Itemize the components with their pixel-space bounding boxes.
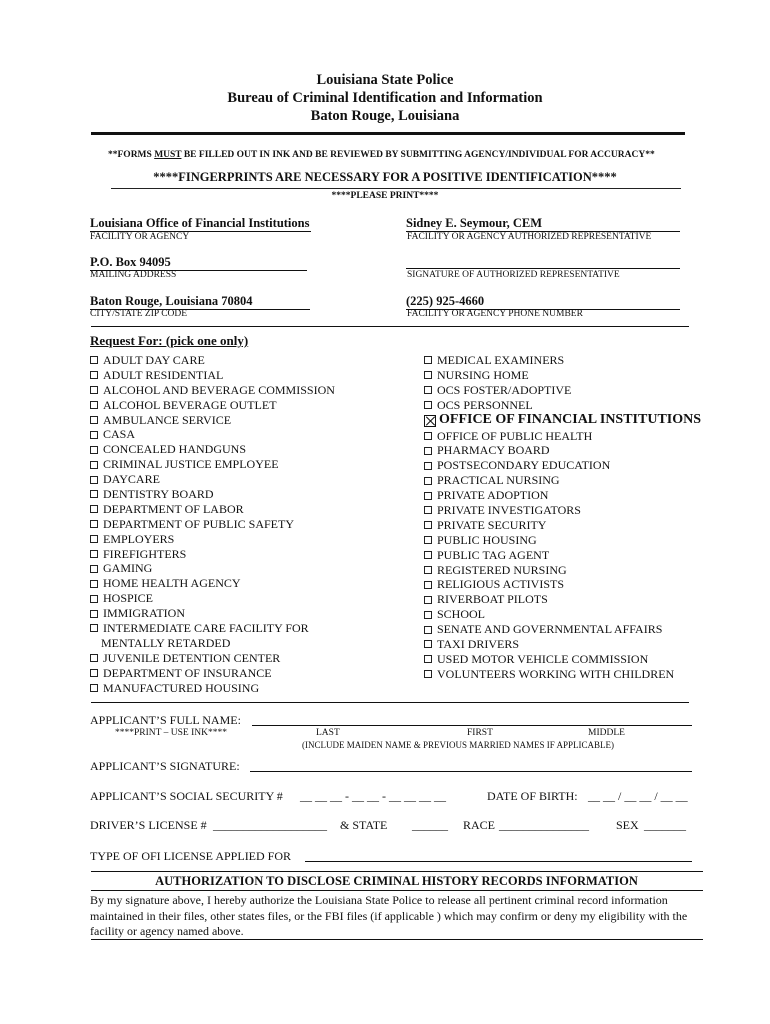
state-input[interactable]: ______ <box>412 818 448 832</box>
checkbox-icon[interactable] <box>424 596 432 604</box>
option-adult-residential[interactable]: ADULT RESIDENTIAL <box>90 368 335 383</box>
checkbox-icon[interactable] <box>90 431 98 439</box>
option-criminal-justice-employee[interactable]: CRIMINAL JUSTICE EMPLOYEE <box>90 457 335 472</box>
option-intermediate-care-facility[interactable]: INTERMEDIATE CARE FACILITY FOR <box>90 621 335 636</box>
options-left-column <box>90 353 335 695</box>
checkbox-icon[interactable] <box>424 447 432 455</box>
applicant-signature-input[interactable] <box>250 771 692 772</box>
checkbox-icon[interactable] <box>424 477 432 485</box>
checkbox-icon[interactable] <box>90 356 98 364</box>
option-manufactured-housing[interactable]: MANUFACTURED HOUSING <box>90 681 335 696</box>
middle-name-caption: MIDDLE <box>588 728 625 738</box>
option-senate-governmental-affairs[interactable]: SENATE AND GOVERNMENTAL AFFAIRS <box>424 622 701 637</box>
option-taxi-drivers[interactable]: TAXI DRIVERS <box>424 637 701 652</box>
option-used-motor-vehicle-commission[interactable]: USED MOTOR VEHICLE COMMISSION <box>424 652 701 667</box>
city-state-zip-value[interactable]: Baton Rouge, Louisiana 70804 <box>90 294 310 310</box>
checked-checkbox-icon[interactable] <box>424 415 436 427</box>
checkbox-icon[interactable] <box>424 432 432 440</box>
mailing-address-value[interactable]: P.O. Box 94095 <box>90 255 307 271</box>
option-alcohol-beverage-outlet[interactable]: ALCOHOL BEVERAGE OUTLET <box>90 398 335 413</box>
option-religious-activists[interactable]: RELIGIOUS ACTIVISTS <box>424 577 701 592</box>
checkbox-icon[interactable] <box>424 536 432 544</box>
checkbox-icon[interactable] <box>90 371 98 379</box>
option-immigration[interactable]: IMMIGRATION <box>90 606 335 621</box>
option-practical-nursing[interactable]: PRACTICAL NURSING <box>424 473 701 488</box>
checkbox-icon[interactable] <box>424 670 432 678</box>
checkbox-icon[interactable] <box>90 535 98 543</box>
option-department-of-labor[interactable]: DEPARTMENT OF LABOR <box>90 502 335 517</box>
authorization-body: By my signature above, I hereby authorize the Louisiana State Police to release all pertinent criminal record information maintained in their files, other states files, or the FBI files (if applicable ) which may confirm or deny my eligibility with the facility or agency named above. <box>90 893 688 938</box>
checkbox-icon[interactable] <box>90 490 98 498</box>
drivers-license-label: DRIVER’S LICENSE # <box>90 818 207 832</box>
option-alcohol-beverage-commission[interactable]: ALCOHOL AND BEVERAGE COMMISSION <box>90 383 335 398</box>
please-print-note: ****PLEASE PRINT**** <box>331 191 439 201</box>
option-intermediate-care-continuation: MENTALLY RETARDED <box>101 635 231 650</box>
checkbox-icon[interactable] <box>90 654 98 662</box>
option-home-health-agency[interactable]: HOME HEALTH AGENCY <box>90 576 335 591</box>
option-medical-examiners[interactable]: MEDICAL EXAMINERS <box>424 353 701 368</box>
checkbox-icon[interactable] <box>424 386 432 394</box>
authorization-title: AUTHORIZATION TO DISCLOSE CRIMINAL HISTORY RECORDS INFORMATION <box>155 874 638 888</box>
ssn-input[interactable]: __ __ __ - __ __ - __ __ __ __ <box>300 789 446 803</box>
checkbox-icon[interactable] <box>424 506 432 514</box>
option-ocs-personnel[interactable]: OCS PERSONNEL <box>424 398 701 413</box>
ofi-license-input[interactable] <box>305 861 692 862</box>
representative-label: FACILITY OR AGENCY AUTHORIZED REPRESENTATIVE <box>407 232 652 242</box>
option-public-tag-agent[interactable]: PUBLIC TAG AGENT <box>424 548 701 563</box>
checkbox-icon[interactable] <box>424 611 432 619</box>
checkbox-icon[interactable] <box>90 624 98 632</box>
authorization-bottom-rule <box>91 939 703 940</box>
option-ambulance-service[interactable]: AMBULANCE SERVICE <box>90 413 335 428</box>
checkbox-icon[interactable] <box>90 684 98 692</box>
representative-value[interactable]: Sidney E. Seymour, CEM <box>406 216 680 232</box>
checkbox-icon[interactable] <box>90 401 98 409</box>
option-firefighters[interactable]: FIREFIGHTERS <box>90 547 335 562</box>
checkbox-icon[interactable] <box>424 521 432 529</box>
phone-label: FACILITY OR AGENCY PHONE NUMBER <box>407 309 583 319</box>
last-name-caption: LAST <box>316 728 340 738</box>
full-name-label: APPLICANT’S FULL NAME: <box>90 713 241 727</box>
option-office-of-public-health[interactable]: OFFICE OF PUBLIC HEALTH <box>424 429 701 444</box>
facility-label: FACILITY OR AGENCY <box>90 232 190 242</box>
option-hospice[interactable]: HOSPICE <box>90 591 335 606</box>
option-casa[interactable]: CASA <box>90 427 335 442</box>
checkbox-icon[interactable] <box>424 356 432 364</box>
dob-label: DATE OF BIRTH: <box>487 789 578 803</box>
option-dentistry-board[interactable]: DENTISTRY BOARD <box>90 487 335 502</box>
checkbox-icon[interactable] <box>424 626 432 634</box>
header-title: Louisiana State Police <box>316 72 454 88</box>
applicant-signature-label: APPLICANT’S SIGNATURE: <box>90 759 240 773</box>
and-state-label: & STATE <box>340 818 388 832</box>
checkbox-icon[interactable] <box>424 401 432 409</box>
option-adult-day-care[interactable]: ADULT DAY CARE <box>90 353 335 368</box>
mailing-address-label: MAILING ADDRESS <box>90 270 177 280</box>
drivers-license-input[interactable]: ___________________ <box>213 818 327 832</box>
checkbox-icon[interactable] <box>90 580 98 588</box>
facility-value[interactable]: Louisiana Office of Financial Institutions <box>90 216 310 230</box>
option-private-adoption[interactable]: PRIVATE ADOPTION <box>424 488 701 503</box>
checkbox-icon[interactable] <box>424 566 432 574</box>
representative-signature-label: SIGNATURE OF AUTHORIZED REPRESENTATIVE <box>407 270 620 280</box>
option-office-of-financial-institutions[interactable]: OFFICE OF FINANCIAL INSTITUTIONS <box>424 413 701 429</box>
checkbox-icon[interactable] <box>90 386 98 394</box>
dob-input[interactable]: __ __ / __ __ / __ __ <box>588 789 688 803</box>
options-right-column <box>424 353 701 682</box>
option-riverboat-pilots[interactable]: RIVERBOAT PILOTS <box>424 592 701 607</box>
sex-label: SEX <box>616 818 639 832</box>
ofi-license-label: TYPE OF OFI LICENSE APPLIED FOR <box>90 849 292 863</box>
option-concealed-handguns[interactable]: CONCEALED HANDGUNS <box>90 442 335 457</box>
option-school[interactable]: SCHOOL <box>424 607 701 622</box>
checkbox-icon[interactable] <box>90 461 98 469</box>
option-department-of-public-safety[interactable]: DEPARTMENT OF PUBLIC SAFETY <box>90 517 335 532</box>
phone-value[interactable]: (225) 925-4660 <box>406 294 680 310</box>
option-nursing-home[interactable]: NURSING HOME <box>424 368 701 383</box>
header-bureau: Bureau of Criminal Identification and Information <box>227 90 543 106</box>
option-volunteers-working-with-children[interactable]: VOLUNTEERS WORKING WITH CHILDREN <box>424 667 701 682</box>
race-input[interactable]: ____ <box>499 818 523 832</box>
race-label: RACE <box>463 818 496 832</box>
checkbox-icon[interactable] <box>424 371 432 379</box>
option-gaming[interactable]: GAMING <box>90 561 335 576</box>
checkbox-icon[interactable] <box>90 565 98 573</box>
option-private-security[interactable]: PRIVATE SECURITY <box>424 518 701 533</box>
option-department-of-insurance[interactable]: DEPARTMENT OF INSURANCE <box>90 666 335 681</box>
checkbox-icon[interactable] <box>424 655 432 663</box>
fingerprints-divider <box>111 188 681 189</box>
options-divider <box>91 702 689 703</box>
checkbox-icon[interactable] <box>90 595 98 603</box>
checkbox-icon[interactable] <box>90 669 98 677</box>
option-public-housing[interactable]: PUBLIC HOUSING <box>424 533 701 548</box>
city-state-zip-label: CITY/STATE ZIP CODE <box>90 309 188 319</box>
authorization-title-rule <box>91 890 703 891</box>
checkbox-icon[interactable] <box>90 416 98 424</box>
checkbox-icon[interactable] <box>424 581 432 589</box>
authorization-top-rule <box>91 871 703 872</box>
checkbox-icon[interactable] <box>90 446 98 454</box>
request-heading: Request For: (pick one only) <box>90 333 249 348</box>
option-daycare[interactable]: DAYCARE <box>90 472 335 487</box>
maiden-name-note: (INCLUDE MAIDEN NAME & PREVIOUS MARRIED NAMES IF APPLICABLE) <box>302 740 615 750</box>
header-location: Baton Rouge, Louisiana <box>310 108 460 124</box>
representative-signature-line[interactable] <box>406 268 680 269</box>
ssn-label: APPLICANT’S SOCIAL SECURITY # <box>90 789 283 803</box>
checkbox-icon[interactable] <box>424 462 432 470</box>
ink-notice: **FORMS MUST BE FILLED OUT IN INK AND BE REVIEWED BY SUBMITTING AGENCY/INDIVIDUAL FOR ACCURACY** <box>108 150 655 160</box>
option-registered-nursing[interactable]: REGISTERED NURSING <box>424 563 701 578</box>
first-name-caption: FIRST <box>467 728 493 738</box>
print-ink-note: ****PRINT – USE INK**** <box>115 728 227 738</box>
option-private-investigators[interactable]: PRIVATE INVESTIGATORS <box>424 503 701 518</box>
checkbox-icon[interactable] <box>90 520 98 528</box>
full-name-input[interactable] <box>252 725 692 726</box>
checkbox-icon[interactable] <box>424 551 432 559</box>
race-input-extension[interactable]: ___________ <box>523 818 589 832</box>
checkbox-icon[interactable] <box>90 505 98 513</box>
option-juvenile-detention-center[interactable]: JUVENILE DETENTION CENTER <box>90 651 335 666</box>
fingerprints-notice: ****FINGERPRINTS ARE NECESSARY FOR A POSITIVE IDENTIFICATION**** <box>153 170 617 184</box>
checkbox-icon[interactable] <box>90 550 98 558</box>
option-pharmacy-board[interactable]: PHARMACY BOARD <box>424 443 701 458</box>
checkbox-icon[interactable] <box>424 640 432 648</box>
agency-divider <box>91 326 689 327</box>
checkbox-icon[interactable] <box>424 492 432 500</box>
header-divider <box>91 132 685 135</box>
option-employers[interactable]: EMPLOYERS <box>90 532 335 547</box>
checkbox-icon[interactable] <box>90 476 98 484</box>
option-postsecondary-education[interactable]: POSTSECONDARY EDUCATION <box>424 458 701 473</box>
option-ocs-foster-adoptive[interactable]: OCS FOSTER/ADOPTIVE <box>424 383 701 398</box>
checkbox-icon[interactable] <box>90 610 98 618</box>
sex-input[interactable]: _______ <box>644 818 686 832</box>
